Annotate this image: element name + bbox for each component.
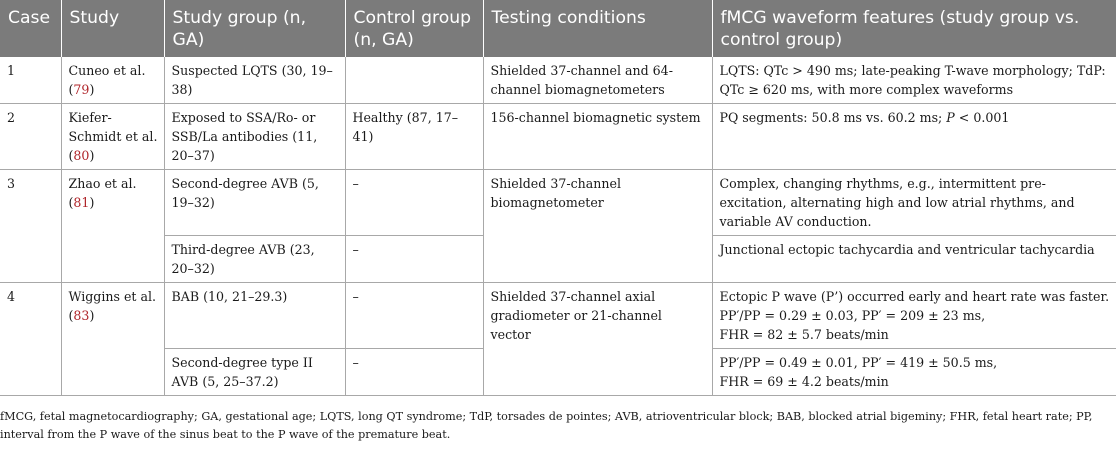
study-group-cell: Suspected LQTS (30, 19–38) xyxy=(164,57,345,104)
control-group-cell xyxy=(345,57,483,104)
header-row xyxy=(0,0,1116,57)
testing-conditions-cell: Shielded 37-channel biomagnetometer xyxy=(483,170,712,283)
features-line: FHR = 69 ± 4.2 beats/min xyxy=(719,374,889,389)
features-line: FHR = 82 ± 5.7 beats/min xyxy=(719,327,889,342)
features-text: PQ segments: 50.8 ms vs. 60.2 ms; xyxy=(719,110,947,125)
study-name: Wiggins et al. xyxy=(68,289,157,304)
header-waveform-features: fMCG waveform features (study group vs. control group) xyxy=(712,0,1116,57)
case-number: 1 xyxy=(0,57,61,104)
case-number: 2 xyxy=(0,104,61,170)
study-group-cell: Exposed to SSA/Ro- or SSB/La antibodies (11, 20–37) xyxy=(164,104,345,170)
table-row xyxy=(0,283,1116,349)
waveform-features-cell: Junctional ectopic tachycardia and ventricular tachycardia xyxy=(712,236,1116,283)
control-group-cell: – xyxy=(345,236,483,283)
study-cell: Zhao et al. (81) xyxy=(61,170,164,283)
waveform-features-cell: Complex, changing rhythms, e.g., intermittent pre-excitation, alternating high and low atrial rhythms, and variable AV conduction. xyxy=(712,170,1116,236)
table-row xyxy=(0,57,1116,104)
control-group-cell: – xyxy=(345,283,483,349)
case-number: 4 xyxy=(0,283,61,396)
table-row xyxy=(0,104,1116,170)
waveform-features-cell: LQTS: QTc > 490 ms; late-peaking T-wave morphology; TdP: QTc ≥ 620 ms, with more complex waveforms xyxy=(712,57,1116,104)
header-testing-conditions: Testing conditions xyxy=(483,0,712,57)
waveform-features-cell xyxy=(712,104,1116,170)
testing-conditions-cell: 156-channel biomagnetic system xyxy=(483,104,712,170)
control-group-cell: Healthy (87, 17–41) xyxy=(345,104,483,170)
waveform-features-cell xyxy=(712,283,1116,349)
study-group-cell: Third-degree AVB (23, 20–32) xyxy=(164,236,345,283)
header-case: Case xyxy=(0,0,61,57)
study-name: Kiefer-Schmidt et al. xyxy=(68,110,158,144)
features-line: PP′/PP = 0.49 ± 0.01, PP′ = 419 ± 50.5 ms, xyxy=(719,355,998,370)
study-group-cell: Second-degree type II AVB (5, 25–37.2) xyxy=(164,349,345,396)
study-cell: Kiefer-Schmidt et al. (80) xyxy=(61,104,164,170)
header-control-group: Control group (n, GA) xyxy=(345,0,483,57)
testing-conditions-cell: Shielded 37-channel and 64-channel biomagnetometers xyxy=(483,57,712,104)
waveform-features-cell xyxy=(712,349,1116,396)
table-footnote: fMCG, fetal magnetocardiography; GA, gestational age; LQTS, long QT syndrome; TdP, torsades de pointes; AVB, atrioventricular block; BAB, blocked atrial bigeminy; FHR, fetal heart rate; PP, interval from the P wave of the sinus beat to the P wave of the premature beat. xyxy=(0,410,1093,441)
p-value-symbol: P xyxy=(946,110,955,125)
header-study: Study xyxy=(61,0,164,57)
control-group-cell: – xyxy=(345,349,483,396)
reference-link[interactable]: 80 xyxy=(73,148,90,163)
features-line: PP′/PP = 0.29 ± 0.03, PP′ = 209 ± 23 ms, xyxy=(719,308,986,323)
table-row xyxy=(0,170,1116,236)
study-name: Zhao et al. xyxy=(68,176,137,191)
study-cell: Cuneo et al. (79) xyxy=(61,57,164,104)
case-number: 3 xyxy=(0,170,61,283)
reference-link[interactable]: 79 xyxy=(73,82,90,97)
study-group-cell: BAB (10, 21–29.3) xyxy=(164,283,345,349)
study-group-cell: Second-degree AVB (5, 19–32) xyxy=(164,170,345,236)
p-value-text: < 0.001 xyxy=(954,110,1010,125)
reference-link[interactable]: 83 xyxy=(73,308,90,323)
reference-link[interactable]: 81 xyxy=(73,195,90,210)
features-line: Ectopic P wave (P’) occurred early and heart rate was faster. xyxy=(719,289,1110,304)
study-name: Cuneo et al. xyxy=(68,63,146,78)
header-study-group: Study group (n, GA) xyxy=(164,0,345,57)
study-cell: Wiggins et al. (83) xyxy=(61,283,164,396)
testing-conditions-cell: Shielded 37-channel axial gradiometer or 21-channel vector xyxy=(483,283,712,396)
control-group-cell: – xyxy=(345,170,483,236)
